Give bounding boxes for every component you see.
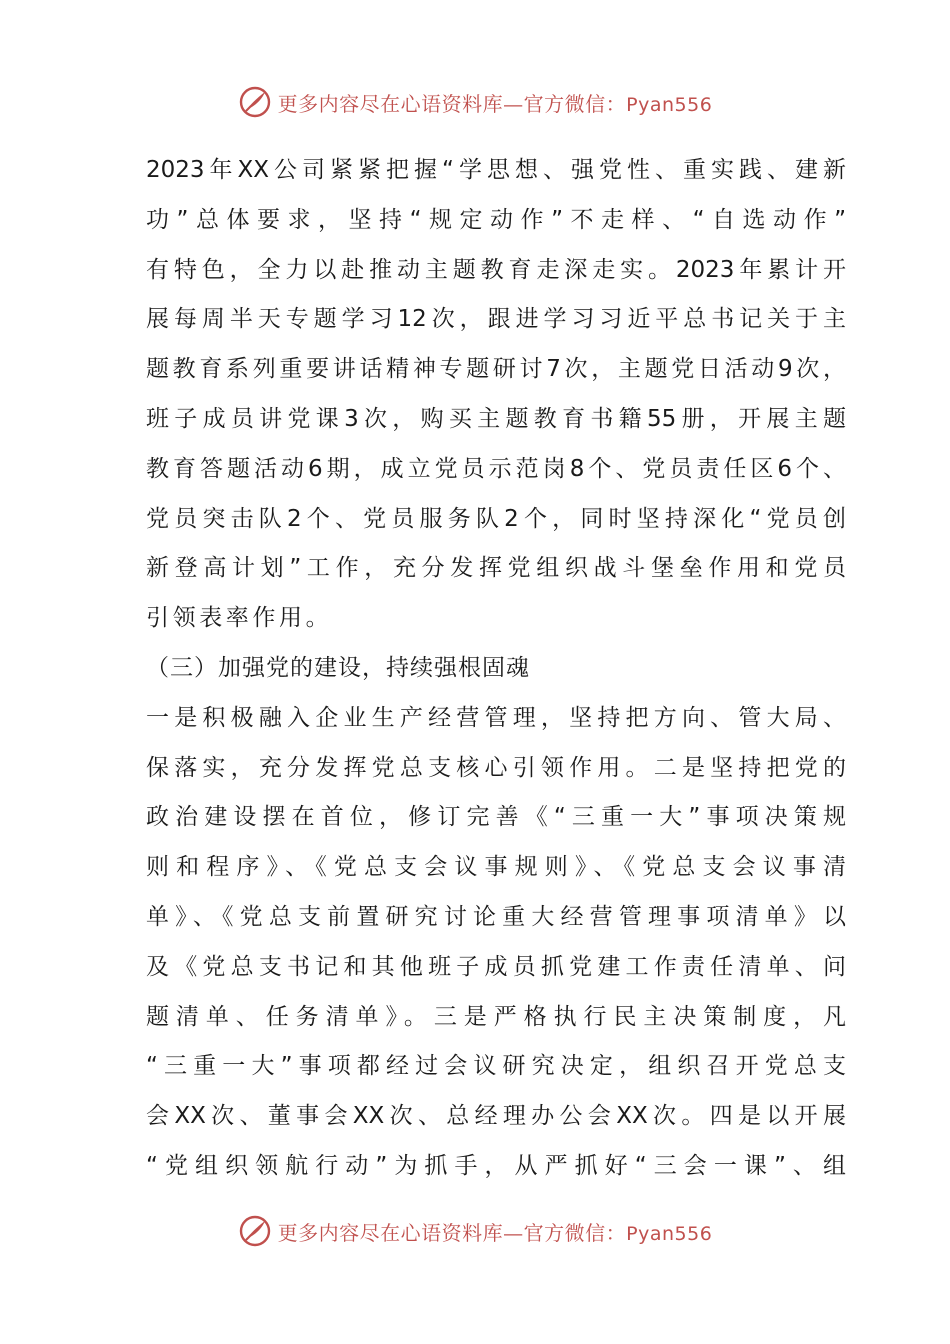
watermark-text: 更多内容尽在心语资料库—官方微信：Pyan556 (277, 1220, 713, 1245)
text-line: 一是积极融入企业生产经营管理，坚持把方向、管大局、 (146, 704, 846, 731)
text-line: 有特色，全力以赴推动主题教育走深走实。2023年累计开 (146, 256, 846, 283)
text-line: 2023年XX公司紧紧把握“学思想、强党性、重实践、建新 (146, 157, 846, 183)
text-line: 功”总体要求，坚持“规定动作”不走样、“自选动作” (146, 206, 846, 233)
text-line: 题教育系列重要讲话精神专题研讨7次，主题党日活动9次， (146, 356, 846, 383)
text-line: 单》、《党总支前置研究讨论重大经营管理事项清单》以 (146, 903, 846, 930)
text-line: 则和程序》、《党总支会议事规则》、《党总支会议事清 (146, 854, 846, 881)
text-line: 新登高计划”工作，充分发挥党组织战斗堡垒作用和党员 (146, 555, 846, 582)
text-line: 教育答题活动6期，成立党员示范岗8个、党员责任区6个、 (146, 455, 846, 482)
text-line: 及《党总支书记和其他班子成员抓党建工作责任清单、问 (146, 953, 846, 980)
watermark-text: 更多内容尽在心语资料库—官方微信：Pyan556 (277, 91, 713, 116)
quill-logo-icon (238, 85, 272, 119)
text-line: “党组织领航行动”为抓手，从严抓好“三会一课”、组 (146, 1152, 846, 1179)
text-line: 展每周半天专题学习12次，跟进学习习近平总书记关于主 (146, 306, 846, 333)
text-line: 政治建设摆在首位，修订完善《“三重一大”事项决策规 (146, 804, 846, 831)
text-line: 班子成员讲党课3次，购买主题教育书籍55册，开展主题 (146, 405, 846, 432)
document-body (146, 146, 846, 1192)
watermark-header (0, 82, 950, 122)
section-heading: （三）加强党的建设，持续强根固魂 (146, 654, 530, 681)
text-line: 保落实，充分发挥党总支核心引领作用。二是坚持把党的 (146, 754, 846, 781)
quill-logo-icon (238, 1214, 272, 1248)
text-line: 党员突击队2个、党员服务队2个，同时坚持深化“党员创 (146, 505, 846, 532)
text-line: 会XX次、董事会XX次、总经理办公会XX次。四是以开展 (146, 1103, 846, 1130)
text-line: 引领表率作用。 (146, 605, 333, 632)
text-line: 题清单、任务清单》。三是严格执行民主决策制度，凡 (146, 1003, 846, 1030)
watermark-footer (0, 1211, 950, 1251)
text-line: “三重一大”事项都经过会议研究决定，组织召开党总支 (146, 1053, 846, 1080)
